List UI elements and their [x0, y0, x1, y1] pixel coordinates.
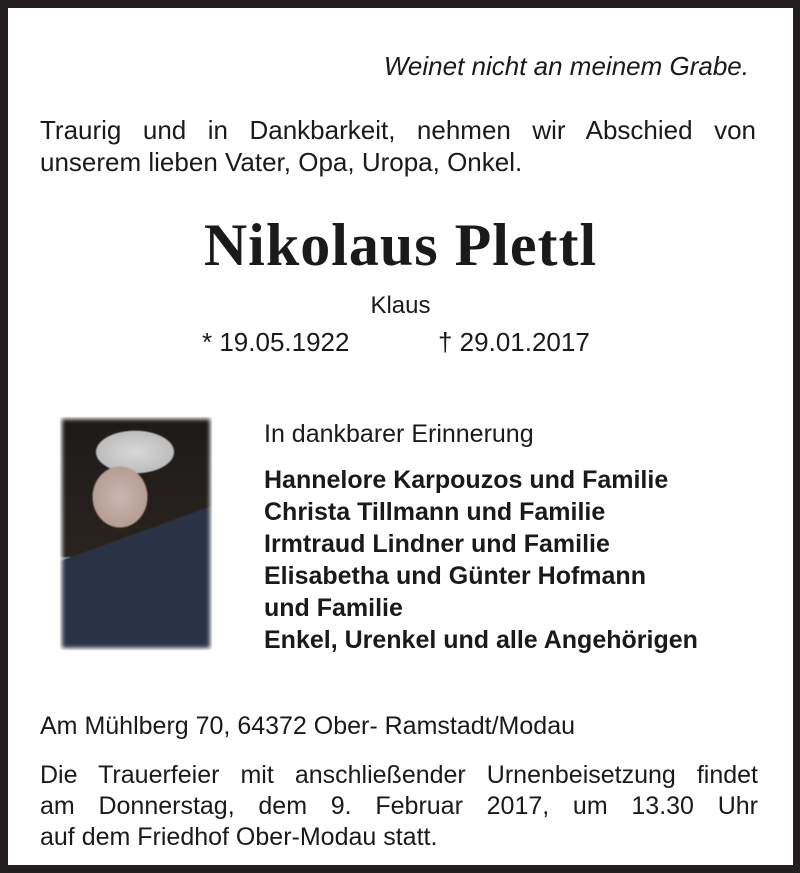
ceremony-line: am Donnerstag, dem 9. Februar 2017, um 13.30 Uhr — [40, 792, 758, 820]
intro-line: unserem lieben Vater, Opa, Uropa, Onkel. — [40, 147, 523, 177]
family-line: Christa Tillmann und Familie — [264, 498, 606, 526]
death-date: † 29.01.2017 — [438, 327, 590, 357]
ceremony-line: auf dem Friedhof Ober-Modau statt. — [40, 823, 438, 851]
ceremony-text — [40, 760, 758, 853]
motto: Weinet nicht an meinem Grabe. — [383, 51, 749, 81]
deceased-name: Nikolaus Plettl — [203, 212, 598, 278]
family-line: Hannelore Karpouzos und Familie — [264, 466, 669, 494]
birth-date: * 19.05.1922 — [202, 327, 350, 357]
address: Am Mühlberg 70, 64372 Ober- Ramstadt/Modau — [40, 712, 575, 740]
family-line: Irmtraud Lindner und Familie — [264, 530, 610, 558]
remembrance-heading: In dankbarer Erinnerung — [264, 420, 534, 448]
family-line: und Familie — [264, 594, 403, 622]
deceased-nickname: Klaus — [370, 292, 431, 319]
ceremony-line: Die Trauerfeier mit anschließender Urnenbeisetzung findet — [40, 761, 758, 789]
family-line: Enkel, Urenkel und alle Angehörigen — [264, 626, 698, 654]
family-line: Elisabetha und Günter Hofmann — [264, 562, 646, 590]
intro-line: Traurig und in Dankbarkeit, nehmen wir Abschied von — [40, 115, 756, 145]
portrait-photo — [60, 417, 212, 650]
intro-text — [40, 114, 756, 178]
